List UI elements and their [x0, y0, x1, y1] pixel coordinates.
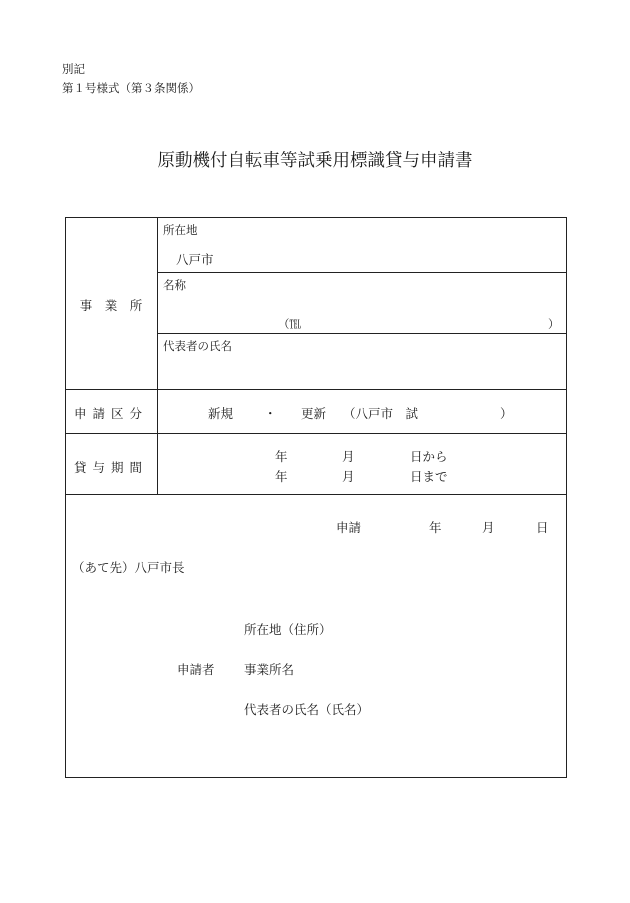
label-column-divider: [157, 217, 158, 494]
applicant-representative-label: 代表者の氏名（氏名）: [244, 702, 370, 717]
divider-office-type: [65, 389, 567, 390]
location-value: 八戸市: [176, 252, 214, 267]
apply-day: 日: [536, 520, 549, 535]
application-type-label: 申請区分: [73, 406, 148, 421]
loan-period-label: 貸与期間: [73, 460, 148, 475]
from-day: 日から: [410, 449, 448, 464]
divider-location-name: [157, 272, 567, 273]
type-new: 新規: [208, 406, 234, 421]
apply-date-label: 申請: [336, 520, 362, 535]
applicant-address-label: 所在地（住所）: [244, 622, 332, 637]
office-label: 事 業 所: [79, 298, 143, 313]
tel-close: ）: [548, 317, 560, 331]
to-month: 月: [342, 469, 355, 484]
applicant-label: 申請者: [177, 662, 215, 677]
to-year: 年: [275, 469, 288, 484]
representative-label: 代表者の氏名: [163, 339, 232, 353]
type-renew: 更新: [301, 406, 327, 421]
annex-label: 別記: [62, 62, 85, 76]
addressee: （あて先）八戸市長: [72, 560, 185, 575]
from-month: 月: [342, 449, 355, 464]
form-number: 第１号様式（第３条関係）: [62, 81, 200, 95]
to-day: 日まで: [410, 469, 448, 484]
location-label: 所在地: [163, 223, 198, 237]
divider-name-rep: [157, 333, 567, 334]
apply-month: 月: [482, 520, 495, 535]
renew-number-suffix: ）: [500, 406, 513, 421]
renew-number-prefix: （八戸市 試: [343, 406, 419, 421]
apply-year: 年: [429, 520, 442, 535]
divider-period-declaration: [65, 494, 567, 495]
from-year: 年: [275, 449, 288, 464]
applicant-office-name-label: 事業所名: [244, 662, 295, 677]
name-label: 名称: [163, 278, 186, 292]
divider-type-period: [65, 433, 567, 434]
type-separator: ・: [264, 406, 277, 421]
page-title: 原動機付自転車等試乗用標識貸与申請書: [157, 151, 473, 171]
tel-open: （℡: [278, 317, 301, 331]
